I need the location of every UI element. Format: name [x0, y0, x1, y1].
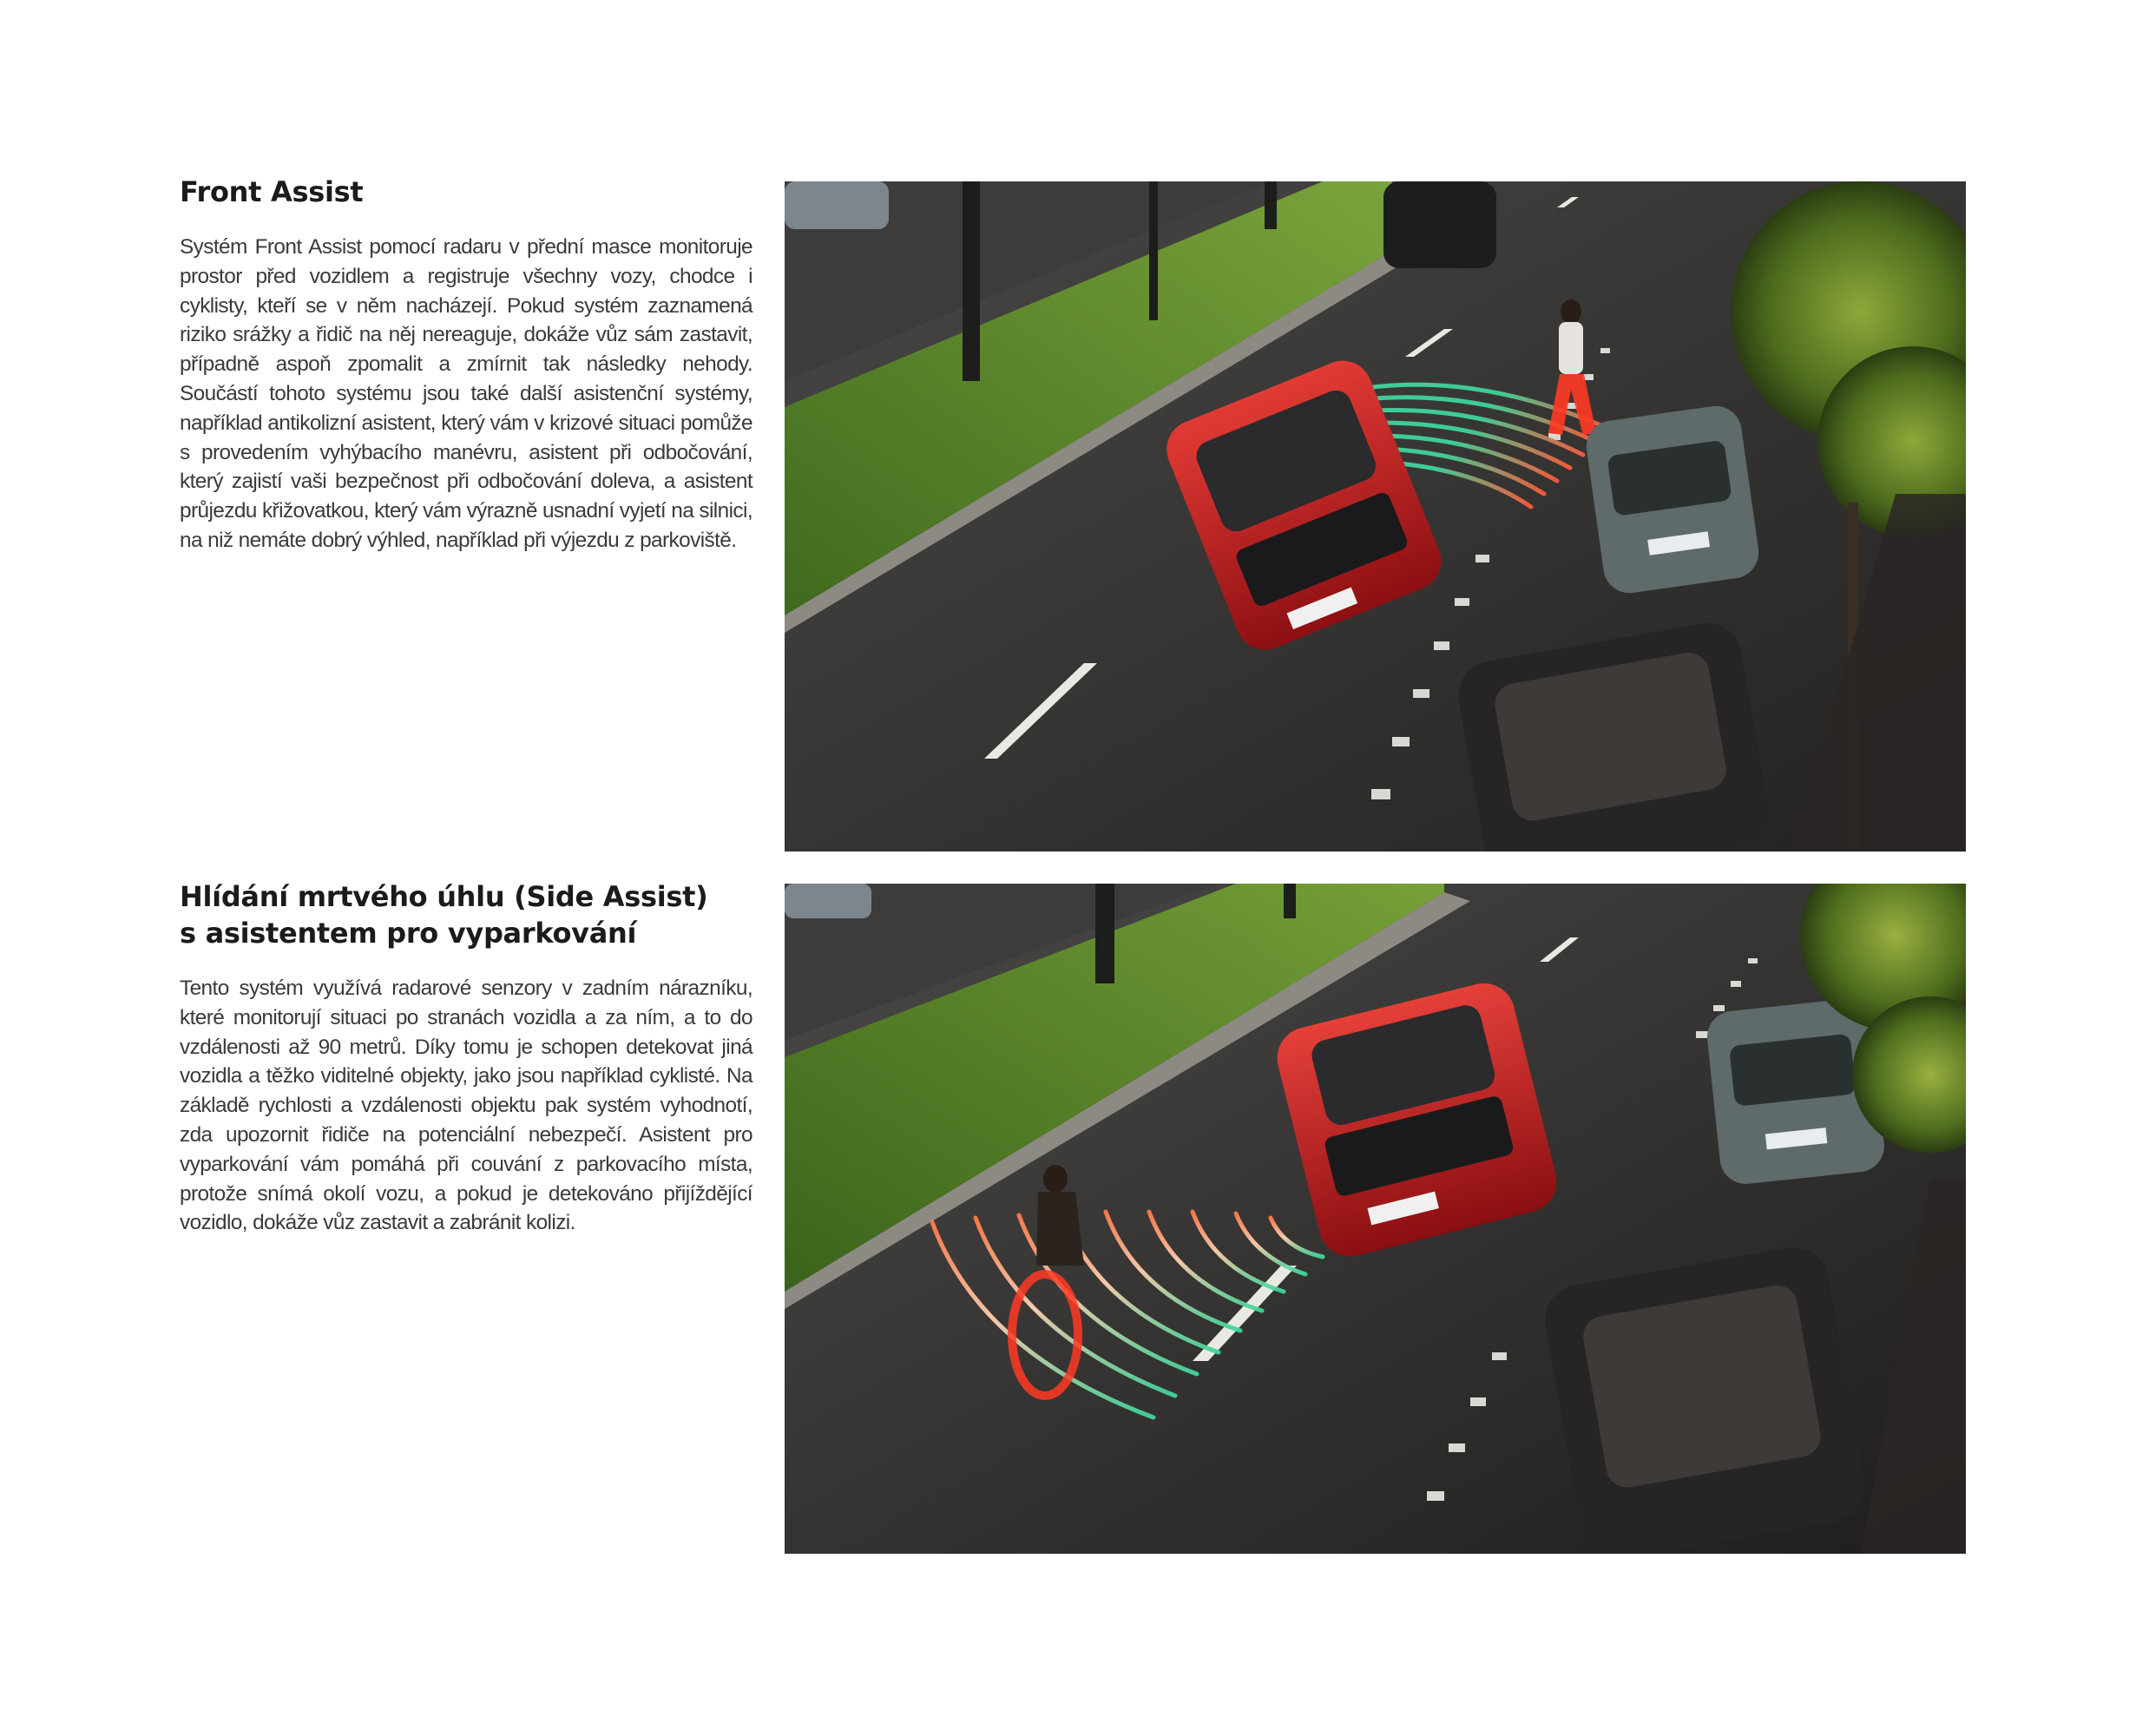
front-assist-heading: Front Assist: [180, 175, 364, 208]
side-assist-heading: Hlídání mrtvého úhlu (Side Assist) s asistentem pro vyparkování: [180, 880, 708, 950]
side-assist-image: [785, 884, 1966, 1554]
front-assist-body: Systém Front Assist pomocí radaru v přední masce monitoruje prostor před vozidlem a registruje všechny vozy, chodce i cyklisty, kteří se v něm nacházejí. Pokud systém zaznamená riziko srážky a řidič na něj nereaguje, dokáže vůz sám zastavit, případně aspoň zpomalit a zmírnit tak následky nehody. Součástí tohoto systému jsou také další asistenční systémy, například antikolizní asistent, který vám v krizové situaci pomůže s provedením vyhýbacího manévru, asistent při odbočování, který zajistí vaši bezpečnost při odbočování doleva, a asistent průjezdu křižovatkou, který vám výrazně usnadní vyjetí na silnici, na niž nemáte dobrý výhled, například při výjezdu z parkoviště.: [180, 235, 752, 552]
side-assist-section: [180, 878, 752, 1238]
front-assist-section: [180, 174, 752, 556]
side-assist-body: Tento systém využívá radarové senzory v zadním nárazníku, které monitorují situaci po stranách vozidla a za ním, a to do vzdálenosti až 90 metrů. Díky tomu je schopen detekovat jiná vozidla a těžko viditelné objekty, jako jsou například cyklisté. Na základě rychlosti a vzdálenosti objektu pak systém vyhodnotí, zda upozornit řidiče na potenciální nebezpečí. Asistent pro vyparkování vám pomáhá při couvání z parkovacího místa, protože snímá okolí vozu, a pokud je detekováno přijíždějící vozidlo, dokáže vůz zastavit a zabránit kolizi.: [180, 976, 752, 1235]
front-assist-image: [785, 181, 1966, 852]
